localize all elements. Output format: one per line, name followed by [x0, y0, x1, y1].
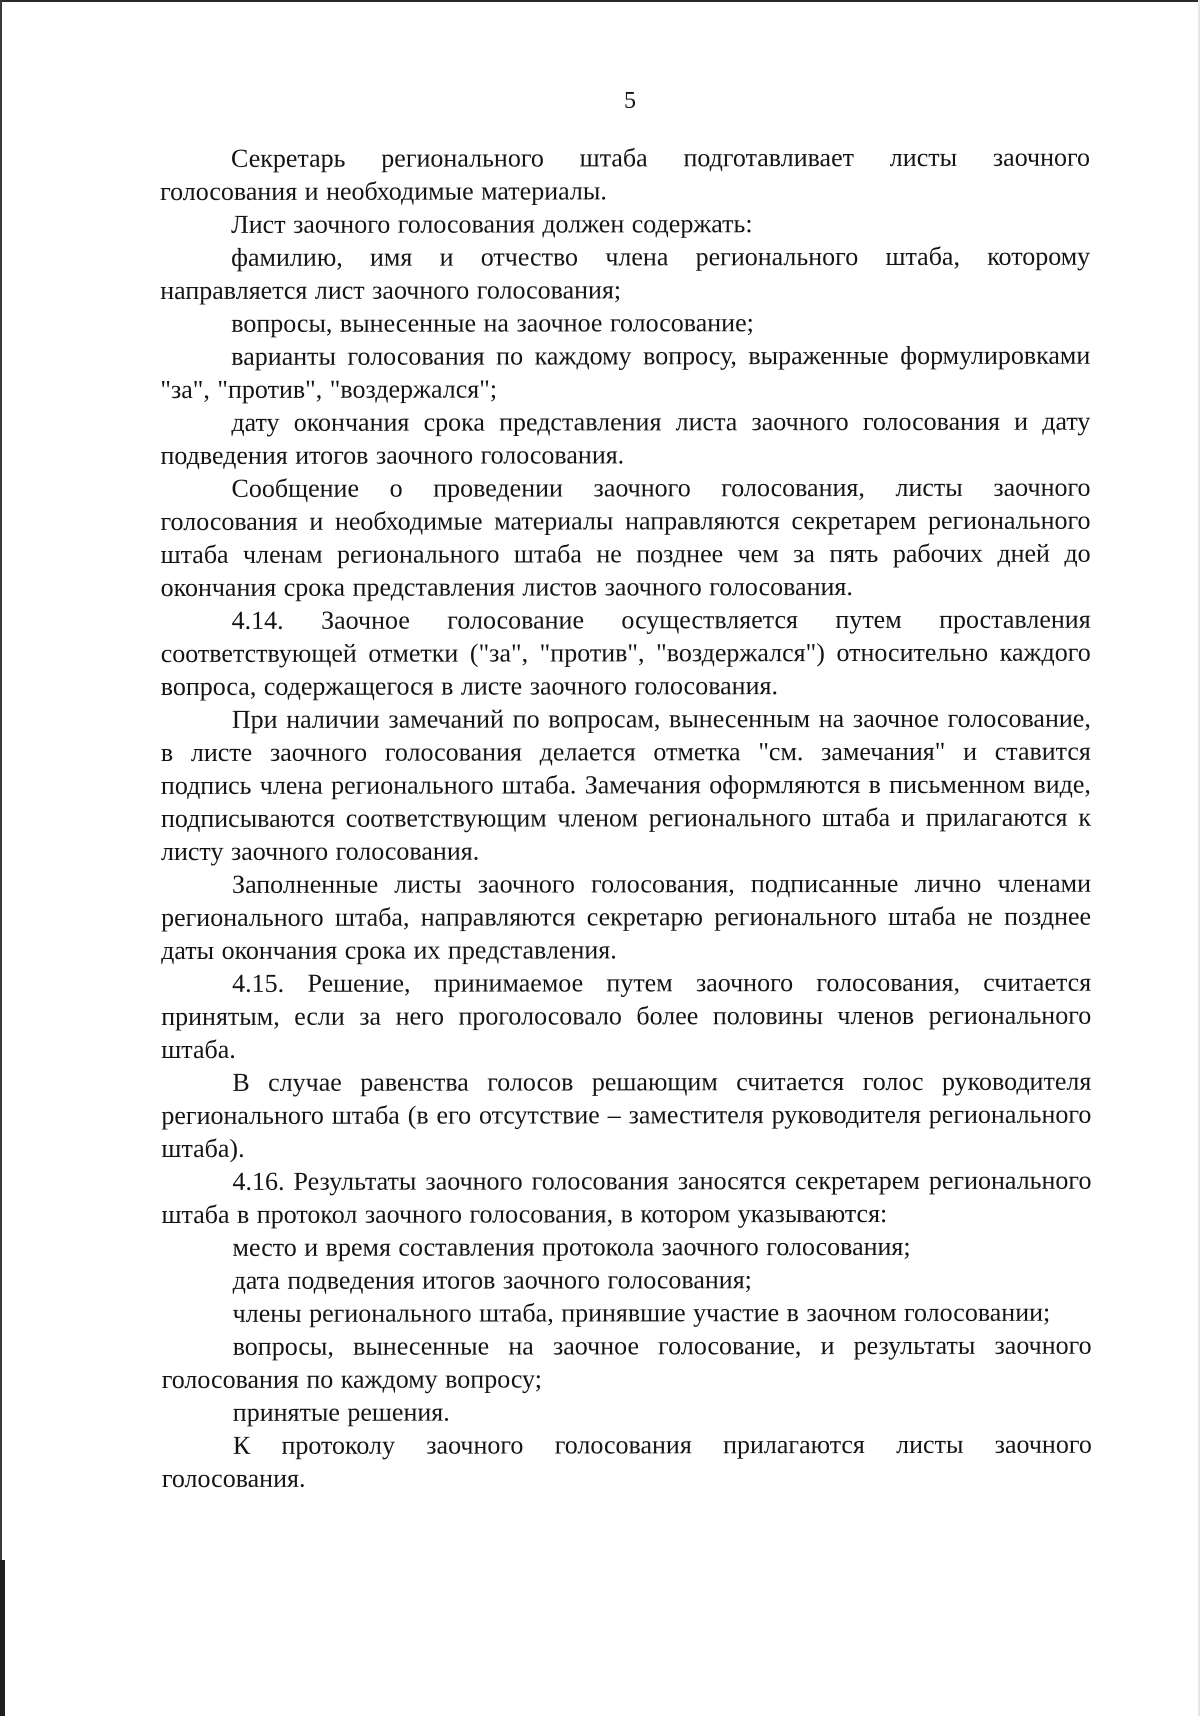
page-number: 5	[624, 88, 636, 114]
paragraph-secretary-prepares: Секретарь регионального штаба подготавливает листы заочного голосования и необходимые материалы.	[160, 142, 1091, 206]
paragraph-notice-delivery: Сообщение о проведении заочного голосования, листы заочного голосования и необходимые материалы направляются секретарем регионального штаба членам регионального штаба не позднее чем за пять рабочих дней до окончания срока представления листов заочного голосования.	[160, 472, 1091, 602]
paragraph-item-participants: члены регионального штаба, принявшие участие в заочном голосовании;	[232, 1297, 1051, 1328]
scan-edge-left	[0, 0, 2, 1716]
paragraph-remarks: При наличии замечаний по вопросам, вынесенным на заочное голосование, в листе заочного голосования делается отметка "см. замечания" и ставится подпись члена регионального штаба. Замечания оформляются в письменном виде, подписываются соответствующим членом регионального штаба и прилагаются к листу заочного голосования.	[160, 703, 1091, 866]
paragraph-section-4-16: 4.16. Результаты заочного голосования заносятся секретарем регионального штаба в протокол заочного голосования, в котором указываются:	[161, 1165, 1092, 1229]
paragraph-item-decisions: принятые решения.	[232, 1397, 450, 1427]
paragraph-item-full-name: фамилию, имя и отчество члена регионального штаба, которому направляется лист заочного голосования;	[160, 241, 1091, 305]
paragraph-item-dates: дату окончания срока представления листа заочного голосования и дату подведения итогов заочного голосования.	[160, 406, 1091, 470]
paragraph-attachments: К протоколу заочного голосования прилагаются листы заочного голосования.	[161, 1429, 1092, 1493]
paragraph-item-results-date: дата подведения итогов заочного голосования;	[232, 1265, 752, 1295]
paragraph-item-questions: вопросы, вынесенные на заочное голосование;	[231, 308, 754, 338]
document-body	[160, 141, 1092, 1495]
paragraph-section-4-14: 4.14. Заочное голосование осуществляется путем проставления соответствующей отметки ("за", "против", "воздержался") относительно каждого вопроса, содержащегося в листе заочного голосования.	[160, 604, 1091, 701]
scan-edge-top	[0, 0, 1200, 2]
paragraph-tie-vote: В случае равенства голосов решающим считается голос руководителя регионального штаба (в его отсутствие – заместителя руководителя регионального штаба).	[161, 1066, 1092, 1163]
paragraph-item-questions-results: вопросы, вынесенные на заочное голосование, и результаты заочного голосования по каждому вопросу;	[161, 1330, 1092, 1394]
scan-edge-left-bottom	[0, 1560, 5, 1716]
paragraph-sheet-contents-intro: Лист заочного голосования должен содержать:	[231, 209, 753, 239]
paragraph-item-place-time: место и время составления протокола заочного голосования;	[232, 1231, 911, 1262]
paragraph-section-4-15: 4.15. Решение, принимаемое путем заочного голосования, считается принятым, если за него проголосовало более половины членов регионального штаба.	[161, 967, 1092, 1064]
paragraph-item-voting-options: варианты голосования по каждому вопросу, выраженные формулировками "за", "против", "воздержался";	[160, 340, 1091, 404]
paragraph-filled-sheets: Заполненные листы заочного голосования, подписанные лично членами регионального штаба, направляются секретарю регионального штаба не позднее даты окончания срока их представления.	[161, 868, 1092, 965]
